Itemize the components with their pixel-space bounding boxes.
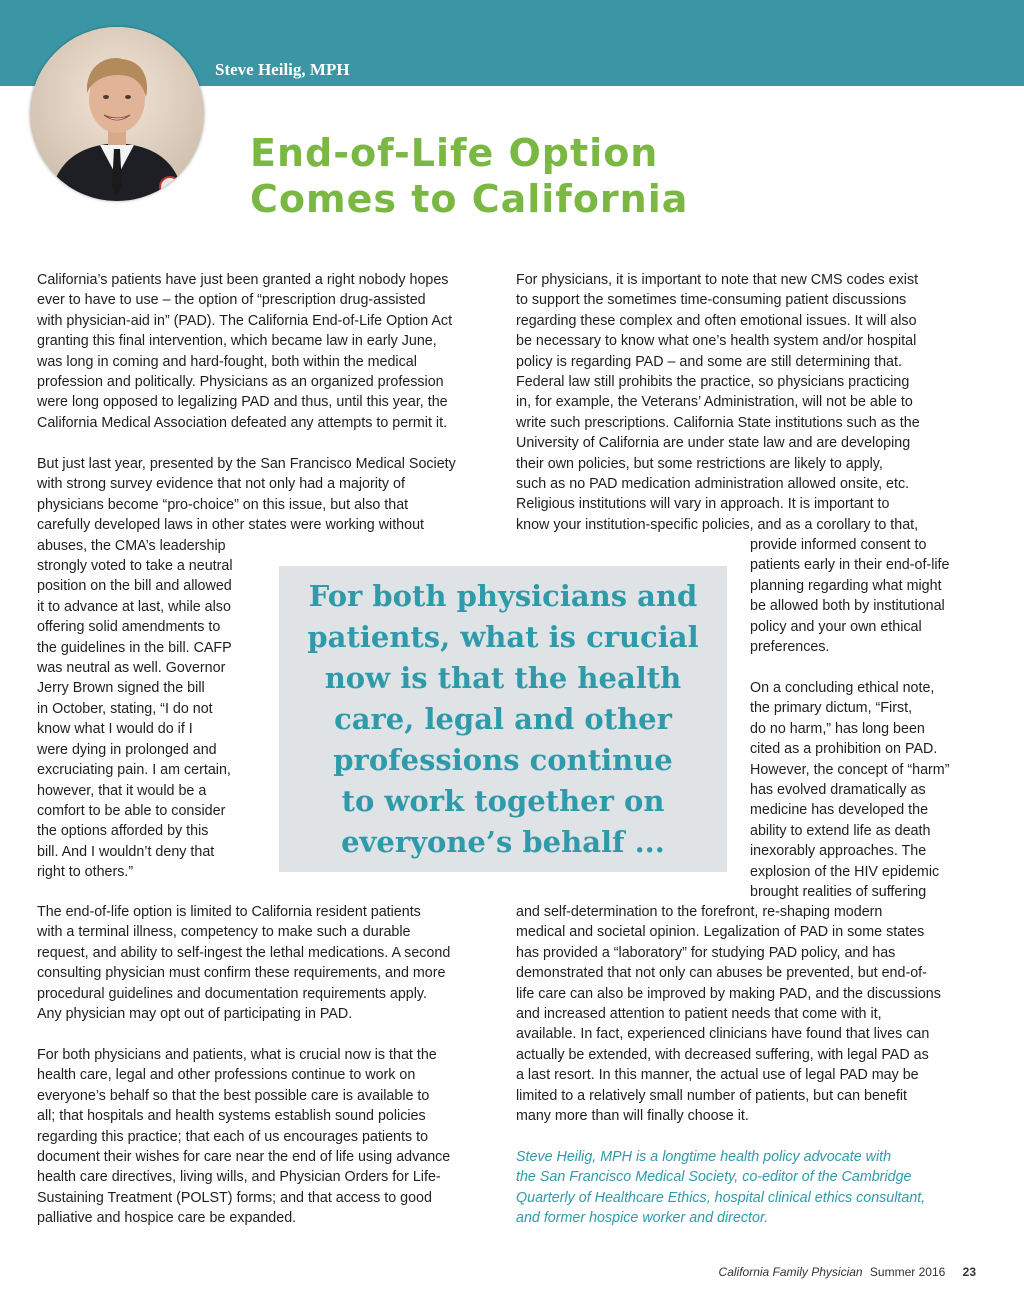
text-line: brought realities of suffering (750, 884, 927, 901)
text-line: health care, legal and other professions continue to work on (37, 1067, 416, 1084)
text-line: patients, what is crucial (307, 620, 699, 654)
text-line: right to others.” (37, 864, 134, 881)
text-line: procedural guidelines and documentation requirements apply. (37, 985, 427, 1002)
left-paragraph-4 (37, 1045, 450, 1229)
text-line: all; that hospitals and health systems establish sound policies (37, 1108, 426, 1125)
text-line: was long in coming and hard-fought, both within the medical (37, 353, 417, 370)
text-line: everyone’s behalf ... (341, 825, 665, 859)
author-name: Steve Heilig, MPH (215, 60, 350, 79)
text-line: California’s patients have just been granted a right nobody hopes (37, 272, 449, 288)
right-paragraph-2-narrow (750, 678, 949, 902)
text-line: everyone’s behalf so that the best possible care is available to (37, 1087, 430, 1104)
footer-publication: California Family Physician (718, 1265, 863, 1279)
text-line: Federal law still prohibits the practice, so physicians practicing (516, 374, 910, 391)
article-title (250, 130, 688, 222)
left-paragraph-3 (37, 902, 450, 1024)
title-line: Comes to California (250, 177, 689, 221)
page-footer (719, 1265, 976, 1279)
text-line: be allowed both by institutional (750, 598, 945, 615)
text-line: abuses, the CMA’s leadership (37, 537, 226, 554)
text-line: ability to extend life as death (750, 822, 931, 839)
text-line: in October, stating, “I do not (37, 700, 213, 717)
text-line: Religious institutions will vary in approach. It is important to (516, 496, 890, 513)
text-line: now is that the health (324, 661, 682, 695)
right-paragraph-1 (516, 270, 920, 535)
text-line: actually be extended, with decreased suffering, with legal PAD as (516, 1046, 929, 1063)
author-bio (516, 1147, 925, 1229)
text-line: strongly voted to take a neutral (37, 558, 233, 575)
text-line: medicine has developed the (750, 802, 929, 819)
left-paragraph-1 (37, 270, 452, 433)
text-line: Jerry Brown signed the bill (37, 680, 205, 697)
footer-issue: Summer 2016 (869, 1265, 946, 1279)
text-line: many more than will finally choose it. (516, 1108, 749, 1125)
text-line: with strong survey evidence that not only had a majority of (37, 476, 405, 493)
text-line: such as no PAD medication administration allowed onsite, etc. (516, 476, 910, 493)
text-line: profession and politically. Physicians as an organized profession (37, 374, 444, 391)
text-line: to support the sometimes time-consuming patient discussions (516, 292, 907, 309)
text-line: has evolved dramatically as (750, 782, 926, 799)
text-line: and increased attention to patient needs that come with it, (516, 1006, 882, 1023)
text-line: planning regarding what might (750, 577, 942, 594)
text-line: were dying in prolonged and (37, 741, 217, 758)
text-line: For both physicians and patients, what is crucial now is that the (37, 1047, 437, 1063)
text-line: life care can also be improved by making PAD, and the discussions (516, 985, 941, 1002)
text-line: request, and ability to self-ingest the lethal medications. A second (37, 944, 451, 961)
text-line: regarding these complex and often emotional issues. It will also (516, 312, 917, 329)
text-line: with a terminal illness, competency to make such a durable (37, 924, 411, 941)
text-line: However, the concept of “harm” (750, 761, 950, 778)
text-line: with physician-aid in” (PAD). The California End-of-Life Option Act (37, 312, 453, 329)
text-line: has provided a “laboratory” for studying PAD policy, and has (516, 944, 896, 961)
text-line: bill. And I wouldn’t deny that (37, 843, 215, 860)
text-line: carefully developed laws in other states were working without (37, 517, 425, 534)
text-line: available. In fact, experienced clinicians have found that lives can (516, 1026, 930, 1043)
text-line: know what I would do if I (37, 721, 193, 738)
text-line: offering solid amendments to (37, 619, 221, 636)
text-line: to work together on (341, 784, 665, 818)
text-line: however, that it would be a (37, 782, 207, 799)
text-line: do no harm,” has long been (750, 720, 925, 737)
text-line: physicians become “pro-choice” on this issue, but also that (37, 496, 409, 513)
text-line: medical and societal opinion. Legalization of PAD in some states (516, 924, 925, 941)
text-line: ever to have to use – the option of “prescription drug-assisted (37, 292, 426, 309)
text-line: their own policies, but some restrictions are likely to apply, (516, 455, 883, 472)
right-paragraph-2 (516, 902, 941, 1126)
pull-quote-text (279, 576, 727, 863)
text-line: demonstrated that not only can abuses be prevented, but end-of- (516, 965, 927, 982)
text-line: For physicians, it is important to note that new CMS codes exist (516, 272, 919, 288)
text-line: a last resort. In this manner, the actual use of legal PAD may be (516, 1067, 919, 1084)
text-line: But just last year, presented by the San Francisco Medical Society (37, 456, 456, 472)
text-line: limited to a relatively small number of patients, but can benefit (516, 1087, 907, 1104)
text-line: health care directives, living wills, and Physician Orders for Life- (37, 1169, 441, 1186)
text-line: the San Francisco Medical Society, co-editor of the Cambridge (516, 1169, 912, 1186)
text-line: position on the bill and allowed (37, 578, 232, 595)
text-line: comfort to be able to consider (37, 802, 226, 819)
text-line: consulting physician must confirm these requirements, and more (37, 965, 446, 982)
text-line: For both physicians and (308, 579, 698, 613)
author-portrait-image (30, 27, 204, 201)
text-line: On a concluding ethical note, (750, 680, 935, 696)
text-line: and former hospice worker and director. (516, 1210, 769, 1227)
page-number: 23 (962, 1265, 976, 1279)
text-line: policy and your own ethical (750, 618, 922, 635)
text-line: preferences. (750, 639, 830, 656)
text-line: palliative and hospice care be expanded. (37, 1210, 297, 1227)
text-line: the options afforded by this (37, 823, 209, 840)
title-line: End-of-Life Option (250, 131, 659, 175)
text-line: granting this final intervention, which became law in early June, (37, 333, 437, 350)
text-line: California Medical Association defeated any attempts to permit it. (37, 414, 448, 431)
text-line: know your institution-specific policies, and as a corollary to that, (516, 516, 919, 533)
text-line: the guidelines in the bill. CAFP (37, 639, 232, 656)
pull-quote-box (279, 566, 727, 872)
text-line: write such prescriptions. California State institutions such as the (516, 414, 920, 431)
text-line: and self-determination to the forefront, re-shaping modern (516, 904, 883, 920)
text-line: regarding this practice; that each of us encourages patients to (37, 1128, 429, 1145)
text-line: be necessary to know what one’s health system and/or hospital (516, 333, 917, 350)
text-line: provide informed consent to (750, 537, 927, 553)
text-line: it to advance at last, while also (37, 598, 231, 615)
text-line: University of California are under state law and are developing (516, 435, 911, 452)
text-line: were long opposed to legalizing PAD and thus, until this year, the (37, 394, 448, 411)
text-line: Sustaining Treatment (POLST) forms; and that access to good (37, 1189, 432, 1206)
text-line: care, legal and other (334, 702, 672, 736)
text-line: patients early in their end-of-life (750, 557, 950, 574)
text-line: The end-of-life option is limited to California resident patients (37, 904, 421, 920)
text-line: explosion of the HIV epidemic (750, 863, 940, 880)
text-line: in, for example, the Veterans’ Administration, will not be able to (516, 394, 913, 411)
text-line: professions continue (333, 743, 673, 777)
text-line: Steve Heilig, MPH is a longtime health policy advocate with (516, 1149, 892, 1165)
text-line: cited as a prohibition on PAD. (750, 741, 938, 758)
text-line: the primary dictum, “First, (750, 700, 913, 717)
text-line: inexorably approaches. The (750, 843, 927, 860)
text-line: Any physician may opt out of participating in PAD. (37, 1006, 353, 1023)
text-line: policy is regarding PAD – and some are still determining that. (516, 353, 902, 370)
text-line: excruciating pain. I am certain, (37, 762, 231, 779)
author-photo (30, 27, 204, 201)
right-paragraph-1-narrow (750, 535, 949, 657)
text-line: Quarterly of Healthcare Ethics, hospital clinical ethics consultant, (516, 1189, 926, 1206)
text-line: document their wishes for care near the end of life using advance (37, 1149, 451, 1166)
text-line: was neutral as well. Governor (37, 660, 226, 677)
